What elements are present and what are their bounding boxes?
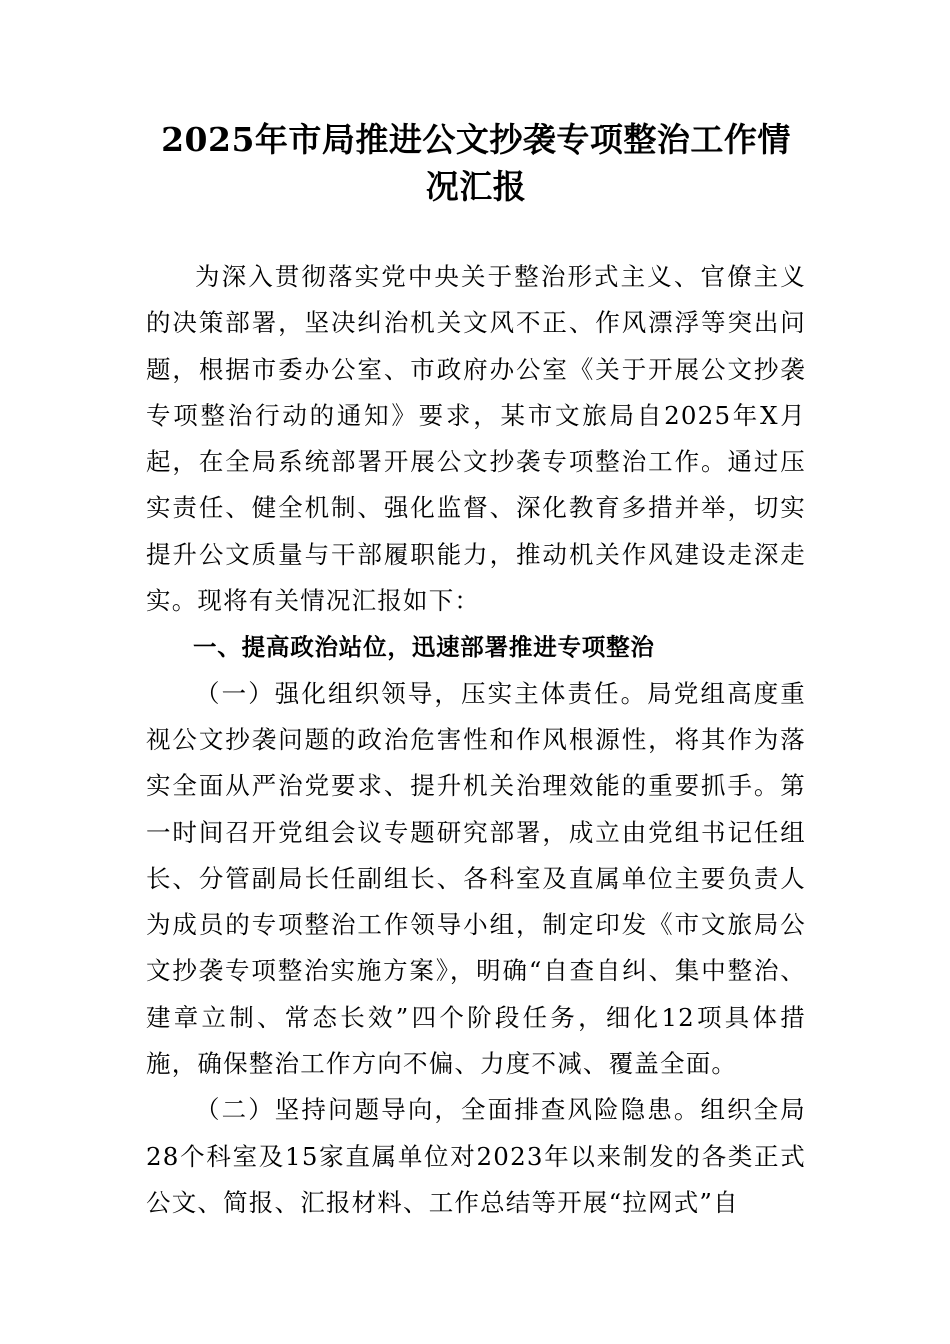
intro-paragraph: 为深入贯彻落实党中央关于整治形式主义、官僚主义的决策部署，坚决纠治机关文风不正、作风漂浮等突出问题，根据市委办公室、市政府办公室《关于开展公文抄袭专项整治行动的通知》要求，某市文旅局自2025年X月起，在全局系统部署开展公文抄袭专项整治工作。通过压实责任、健全机制、强化监督、深化教育多措并举，切实提升公文质量与干部履职能力，推动机关作风建设走深走实。现将有关情况汇报如下：: [146, 262, 806, 616]
section-1-item-2: [146, 1087, 806, 1226]
section-1-item-1: [146, 671, 806, 1088]
item-1-lead: （一）强化组织领导，压实主体责任。: [195, 678, 648, 708]
item-2-lead: （二）坚持问题导向，全面排查风险隐患。: [195, 1095, 701, 1125]
document-page: [146, 116, 806, 1226]
document-title: 2025年市局推进公文抄袭专项整治工作情况汇报: [161, 120, 791, 206]
item-2-body: 组织全局28个科室及15家直属单位对2023年以来制发的各类正式公文、简报、汇报材料、工作总结等开展“拉网式”自: [146, 1095, 806, 1217]
section-heading-1: 一、提高政治站位，迅速部署推进专项整治: [193, 633, 655, 662]
item-1-body: 局党组高度重视公文抄袭问题的政治危害性和作风根源性，将其作为落实全面从严治党要求、提升机关治理效能的重要抓手。第一时间召开党组会议专题研究部署，成立由党组书记任组长、分管副局长任副组长、各科室及直属单位主要负责人为成员的专项整治工作领导小组，制定印发《市文旅局公文抄袭专项整治实施方案》，明确“自查自纠、集中整治、建章立制、常态长效”四个阶段任务，细化12项具体措施，确保整治工作方向不偏、力度不减、覆盖全面。: [146, 678, 807, 1079]
